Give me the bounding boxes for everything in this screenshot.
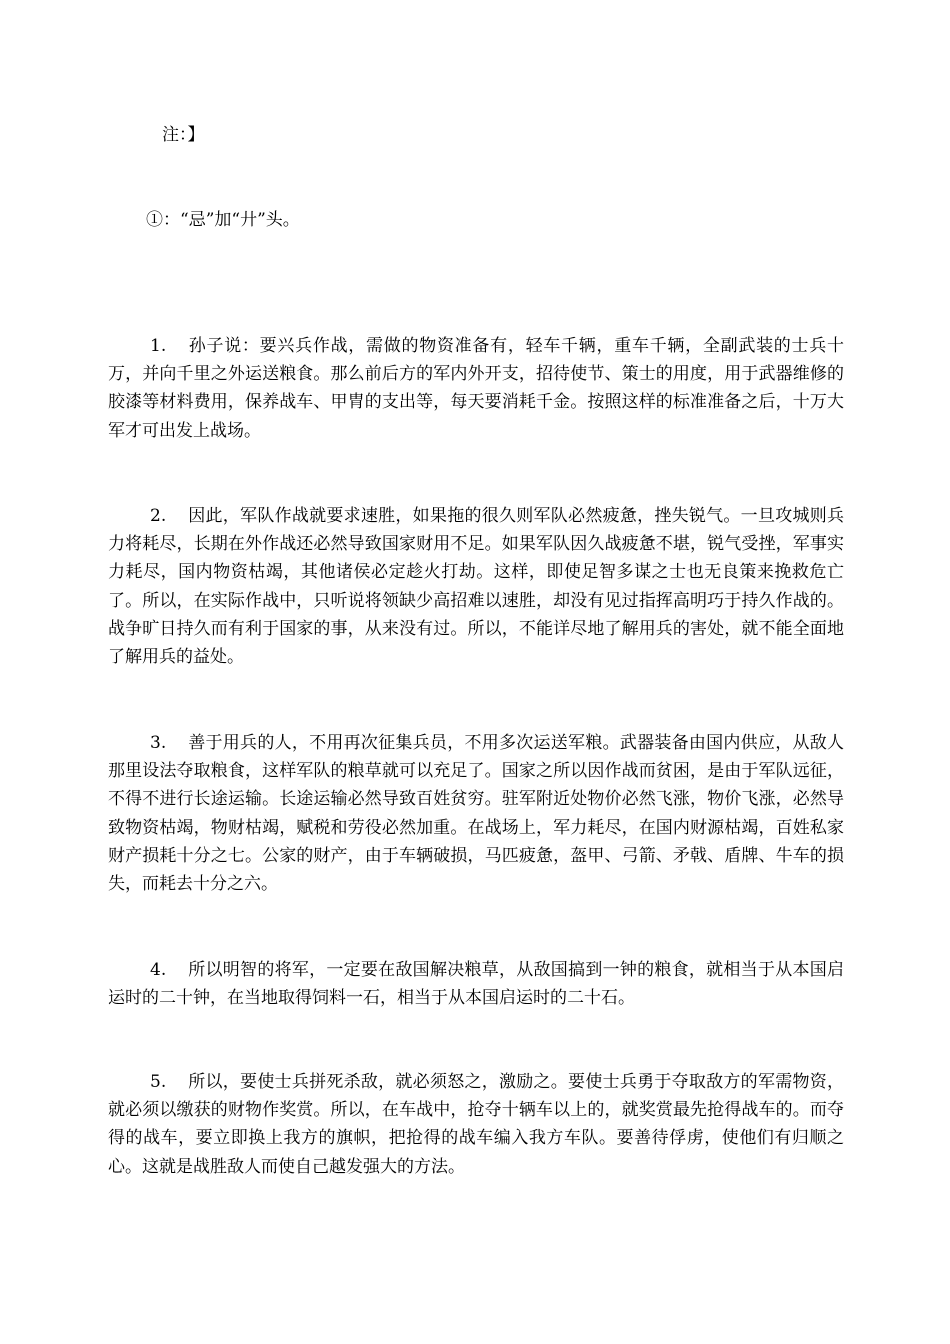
paragraph-number: 1. [150,336,167,356]
note-heading: 注：】 [162,125,205,145]
paragraph-1 [108,332,844,445]
paragraph-number: 2. [150,506,167,526]
paragraph-4 [108,956,844,1012]
paragraph-3 [108,729,844,898]
paragraph-number: 3. [150,733,167,753]
paragraph-text: 所以明智的将军，一定要在敌国解决粮草，从敌国搞到一钟的粮食，就相当于从本国启运时的二十钟，在当地取得饲料一石，相当于从本国启运时的二十石。 [108,960,844,1009]
paragraph-text: 所以，要使士兵拼死杀敌，就必须怒之，激励之。要使士兵勇于夺取敌方的军需物资，就必须以缴获的财物作奖赏。所以，在车战中，抢夺十辆车以上的，就奖赏最先抢得战车的。而夺得的战车，要立即换上我方的旗帜，把抢得的战车编入我方车队。要善待俘虏，使他们有归顺之心。这就是战胜敌人而使自己越发强大的方法。 [108,1072,844,1177]
paragraph-text: 因此，军队作战就要求速胜，如果拖的很久则军队必然疲惫，挫失锐气。一旦攻城则兵力将耗尽，长期在外作战还必然导致国家财用不足。如果军队因久战疲惫不堪，锐气受挫，军事实力耗尽，国内物资枯竭，其他诸侯必定趁火打劫。这样，即使足智多谋之士也无良策来挽救危亡了。所以，在实际作战中，只听说将领缺少高招难以速胜，却没有见过指挥高明巧于持久作战的。战争旷日持久而有利于国家的事，从来没有过。所以，不能详尽地了解用兵的害处，就不能全面地了解用兵的益处。 [108,506,844,668]
paragraph-number: 5. [150,1072,167,1092]
paragraph-text: 孙子说：要兴兵作战，需做的物资准备有，轻车千辆，重车千辆，全副武装的士兵十万，并向千里之外运送粮食。那么前后方的军内外开支，招待使节、策士的用度，用于武器维修的胶漆等材料费用，保养战车、甲胄的支出等，每天要消耗千金。按照这样的标准准备之后，十万大军才可出发上战场。 [108,336,844,441]
paragraph-number: 4. [150,960,167,980]
footnote: ①：“忌”加“廾”头。 [146,210,300,230]
paragraph-5 [108,1068,844,1181]
paragraph-text: 善于用兵的人，不用再次征集兵员，不用多次运送军粮。武器装备由国内供应，从敌人那里设法夺取粮食，这样军队的粮草就可以充足了。国家之所以因作战而贫困，是由于军队远征，不得不进行长途运输。长途运输必然导致百姓贫穷。驻军附近处物价必然飞涨，物价飞涨，必然导致物资枯竭，物财枯竭，赋税和劳役必然加重。在战场上，军力耗尽，在国内财源枯竭，百姓私家财产损耗十分之七。公家的财产，由于车辆破损，马匹疲惫，盔甲、弓箭、矛戟、盾牌、牛车的损失，而耗去十分之六。 [108,733,844,895]
paragraph-2 [108,502,844,671]
